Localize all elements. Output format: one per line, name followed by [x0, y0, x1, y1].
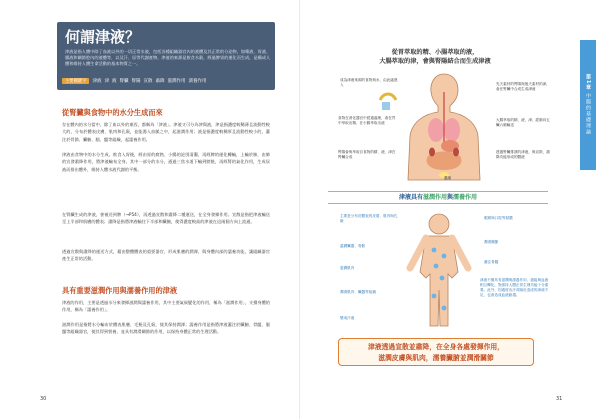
keyword: 津液 [92, 79, 102, 84]
label-mouth: 成為津液來源的食物與水，由此處進入 [340, 78, 398, 87]
label-joint: 潤滑關節 [484, 240, 499, 244]
paragraph: 存在體內的水分當中，除了血以外的東西，都稱為「津液」。津液又可分為津與液，津是指濃度較稀薄且流動性較大的，分布於體表皮膚、肌肉和孔竅，並能滲入血脈之中，起滋潤作用；液是指濃度較稠厚且流動性較小的，灌注於骨節、臟腑、腦、髓等組織，起濡養作用。 [62, 122, 270, 142]
kidney-right [453, 148, 459, 157]
drop [442, 306, 447, 311]
keyword: 津 [104, 79, 109, 84]
lung-left [428, 118, 444, 142]
label-kidney: 腎陽會與萃取自食物的精、液、津在腎臟合成 [338, 150, 396, 159]
figure1-title-line1: 從胃萃取的精、小腸萃取的液， [391, 49, 479, 56]
band-accent: 滋潤作用 [422, 194, 447, 201]
drop [432, 294, 437, 299]
callout-line: 津液透過宣散並肅降，在全身各處發揮作用， [368, 343, 504, 351]
label-eyes: 眼睛與口腔等黏膜 [484, 216, 513, 220]
figure1-title-line2: 大腸萃取的津，會與腎陽結合而生成津液 [379, 58, 491, 65]
drop [440, 276, 445, 281]
label-muscle: 滋潤肌肉 [340, 266, 355, 270]
page-number: 30 [40, 396, 47, 402]
label-lung: 先天素材的腎陽與後天素材的津，會在腎臟中合成生成津液 [496, 82, 550, 91]
keywords-row [62, 78, 206, 84]
section-title: 從腎臟與食物中的水分生成而來 [62, 108, 163, 117]
band-text: 津液具有 [398, 194, 423, 201]
label-intestine: 大腸萃取的精、液、津，經肺向五臟六腑輸送 [496, 118, 550, 127]
section-title: 具有重要滋潤作用與濡養作用的津液 [62, 286, 178, 295]
label-lubric: 潤滑肌肉、臟器等組織 [340, 290, 376, 294]
banana-shape [380, 94, 396, 100]
keyword: 液 [111, 79, 117, 84]
label-stomach: 食物在消化器官中經過處理，會在胃中萃取出精、在小腸萃取出液 [338, 116, 396, 125]
label-bladder: 濃縮 [444, 176, 452, 180]
kidney-left [429, 148, 435, 157]
side-note: 津液不僅具有滋潤與濡養作用，還能與血液相互轉化，對維持人體正常生理功能十分重要。此外，因過度出汗或嘔吐造成的津液不足，也會造成血液虧損。 [480, 278, 549, 297]
label-excrete: 透過腎臟排泄的津液，與宣散、肅降功能形成的體液 [496, 150, 550, 159]
paragraph: 透過宣散與肅降的運送方式，藉由整體體表的重要器官，形成肌膚的潤澤，與身體內部的濡養功能，讓組織器官產生正常的活動。 [62, 249, 270, 262]
paragraph: 滋潤作用是指將水分輸布於體表肌膚、毛髮及孔竅，使其保持潤澤；濡養作用是指將津液灌注於臟腑、骨髓、腦髓等組織器官，使其得到營養，並具有潤滑關節的作用，以保持身體正常的生理活動。 [62, 322, 270, 335]
keyword: 滋潤作用 [167, 79, 186, 84]
paragraph: 津液由食物中的水分生成。飲食入胃後，經由胃的腐熟、小腸的泌別清濁，再經脾的運化轉輸，上輸於肺，由肺的宣發肅降作用，將津液輸布全身。其中一部分的水分，通過三焦水道下輸到膀胱，再經腎的氣化作用，生成尿液而排出體外，維持人體水液代謝的平衡。 [62, 152, 270, 172]
drop [432, 248, 437, 253]
keywords-label: 主要關鍵字 [62, 78, 89, 84]
paragraph: 在腎臟生成的津液，會被送到脾（→P54），再透過宣散和肅降二種運送，在全身發揮作用。宣散是指把津液輸送至上半部和肌膚的體表；肅降是指將津液輸往下半部和臟腑，使得濃度較高的津液在這兩個方向上流通。 [62, 212, 270, 225]
chapter-ribbon [580, 40, 596, 170]
drop [442, 254, 447, 259]
label-marrow: 灌注骨髓 [484, 260, 499, 264]
keyword: 肅降 [155, 79, 165, 84]
head [429, 214, 449, 234]
keyword: 腎陽 [131, 79, 141, 84]
keyword: 腎臟 [119, 79, 129, 84]
callout-line: 滋潤皮膚與肌肉，濡養臟腑並潤滑關節 [378, 354, 494, 362]
section-band [328, 191, 548, 204]
full-body-illustration [402, 212, 476, 330]
summary-callout [338, 338, 534, 366]
chapter-number: 第1章 [585, 74, 591, 91]
paragraph: 津液的作用，主要是透過水分來發揮滋潤與濡養作用，其中主要氣候變化的作用，稱為「滋潤作用」，支撐身體的作用，稱為「濡養作用」。 [62, 300, 270, 313]
figure1-title [365, 48, 505, 66]
keyword: 濡養作用 [188, 79, 207, 84]
digestive-body-illustration [398, 70, 490, 182]
band-accent: 濡養作用 [453, 194, 478, 201]
food-icon [378, 90, 398, 112]
page-number: 31 [556, 396, 563, 402]
cup-shape [382, 102, 390, 110]
label-blood: 變成汗液 [340, 316, 355, 320]
chapter-title: 中醫的基礎理論 [585, 93, 591, 136]
drop [434, 264, 439, 269]
band-text: 與 [447, 194, 454, 201]
label-skin: 主要是分布於體表的皮膚、肌肉與孔竅 [340, 214, 398, 223]
page-title: 何謂津液？ [65, 28, 141, 46]
body [420, 236, 458, 326]
lung-right [444, 118, 460, 142]
keyword: 宣散 [143, 79, 153, 84]
intro-text: 津液是指人體中除了血液以外的一切正常水液，包括各種組織器官內的液體及其正常的分泌物，如唾液、胃液、腸液和關節腔內的液體等，以及汗、尿等代謝產物。津液的來源是飲食水穀，經過脾胃的運化而生成，是構成人體和維持人體生命活動的基本物質之一。 [65, 49, 271, 66]
label-organ: 溫潤臟器、骨骼 [340, 244, 366, 248]
